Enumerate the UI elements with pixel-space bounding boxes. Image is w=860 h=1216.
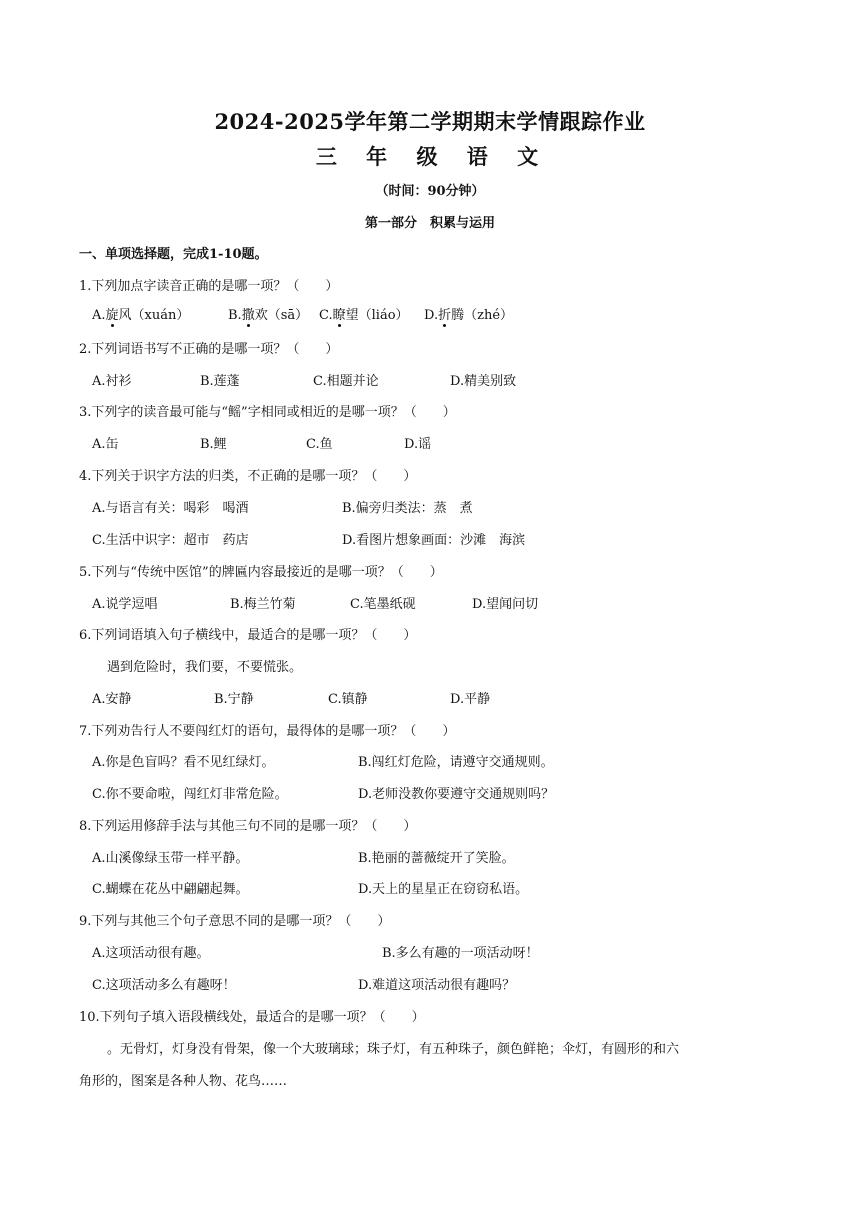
question-6-stem: 6.下列词语填入句子横线中，最适合的是哪一项？（ ） (79, 628, 417, 643)
question-2-option-d: D.精美别致 (450, 374, 517, 389)
question-8-stem: 8.下列运用修辞手法与其他三句不同的是哪一项？（ ） (79, 819, 417, 834)
question-9-option-a: A.这项活动很有趣。 (92, 946, 210, 961)
question-10-passage-line-2: 角形的，图案是各种人物、花鸟…… (79, 1074, 288, 1089)
question-9-option-d: D.难道这项活动很有趣吗？ (358, 978, 516, 993)
question-6-sentence: 遇到危险时，我们要，不要慌张。 (107, 660, 303, 675)
question-1-option-c: C.瞭望（liáo） (319, 308, 409, 323)
document-subtitle: 三 年 级 语 文 (315, 144, 545, 169)
question-9-option-b: B.多么有趣的一项活动呀！ (382, 946, 539, 961)
question-5-option-c: C.笔墨纸砚 (350, 597, 416, 612)
question-3-option-a: A.缶 (92, 437, 119, 452)
question-1-option-b: B.撒欢（sā） (228, 308, 309, 323)
question-7-stem: 7.下列劝告行人不要闯红灯的语句，最得体的是哪一项？（ ） (79, 724, 456, 739)
question-8-option-d: D.天上的星星正在窃窃私语。 (358, 882, 529, 897)
question-4-option-b: B.偏旁归类法：蒸 煮 (342, 501, 473, 516)
question-2-option-a: A.衬衫 (92, 374, 132, 389)
document-title: 2024-2025学年第二学期期末学情跟踪作业 (214, 109, 646, 134)
question-1-option-a: A.旋风（xuán） (92, 308, 190, 323)
question-2-option-c: C.相题并论 (313, 374, 379, 389)
question-6-option-d: D.平静 (450, 692, 491, 707)
question-7-option-c: C.你不要命啦，闯红灯非常危险。 (92, 787, 288, 802)
question-3-option-d: D.谣 (404, 437, 432, 452)
question-2-stem: 2.下列词语书写不正确的是哪一项？（ ） (79, 342, 339, 357)
question-1-stem: 1.下列加点字读音正确的是哪一项？（ ） (79, 279, 339, 294)
question-6-option-a: A.安静 (92, 692, 132, 707)
question-5-option-b: B.梅兰竹菊 (230, 597, 296, 612)
question-6-option-c: C.镇静 (328, 692, 368, 707)
question-4-option-a: A.与语言有关：喝彩 喝酒 (92, 501, 249, 516)
question-8-option-a: A.山溪像绿玉带一样平静。 (92, 851, 249, 866)
section-heading: 一、单项选择题，完成1-10题。 (79, 247, 268, 262)
question-3-stem: 3.下列字的读音最可能与“鳐”字相同或相近的是哪一项？（ ） (79, 405, 456, 420)
question-4-option-c: C.生活中识字：超市 药店 (92, 533, 249, 548)
question-4-stem: 4.下列关于识字方法的归类，不正确的是哪一项？（ ） (79, 469, 417, 484)
question-1-option-d: D.折腾（zhé） (424, 308, 514, 323)
question-6-option-b: B.宁静 (214, 692, 254, 707)
question-5-option-a: A.说学逗唱 (92, 597, 158, 612)
question-7-option-b: B.闯红灯危险，请遵守交通规则。 (358, 755, 554, 770)
question-5-stem: 5.下列与“传统中医馆”的牌匾内容最接近的是哪一项？（ ） (79, 565, 443, 580)
question-7-option-a: A.你是色盲吗？看不见红绿灯。 (92, 755, 275, 770)
question-5-option-d: D.望闻问切 (472, 597, 539, 612)
question-10-stem: 10.下列句子填入语段横线处，最适合的是哪一项？（ ） (79, 1010, 425, 1025)
question-7-option-d: D.老师没教你要遵守交通规则吗？ (358, 787, 555, 802)
question-2-option-b: B.莲蓬 (200, 374, 240, 389)
question-9-option-c: C.这项活动多么有趣呀！ (92, 978, 236, 993)
question-8-option-b: B.艳丽的蔷薇绽开了笑脸。 (358, 851, 515, 866)
question-8-option-c: C.蝴蝶在花丛中翩翩起舞。 (92, 882, 249, 897)
question-4-option-d: D.看图片想象画面：沙滩 海滨 (342, 533, 526, 548)
question-3-option-c: C.鱼 (306, 437, 333, 452)
question-10-passage-line-1: 。无骨灯，灯身没有骨架，像一个大玻璃球；珠子灯，有五种珠子，颜色鲜艳；伞灯，有圆形的和六 (107, 1042, 680, 1057)
question-3-option-b: B.鲤 (200, 437, 227, 452)
question-9-stem: 9.下列与其他三个句子意思不同的是哪一项？（ ） (79, 914, 391, 929)
exam-time: （时间：90分钟） (375, 184, 485, 199)
part-heading: 第一部分 积累与运用 (364, 216, 495, 231)
